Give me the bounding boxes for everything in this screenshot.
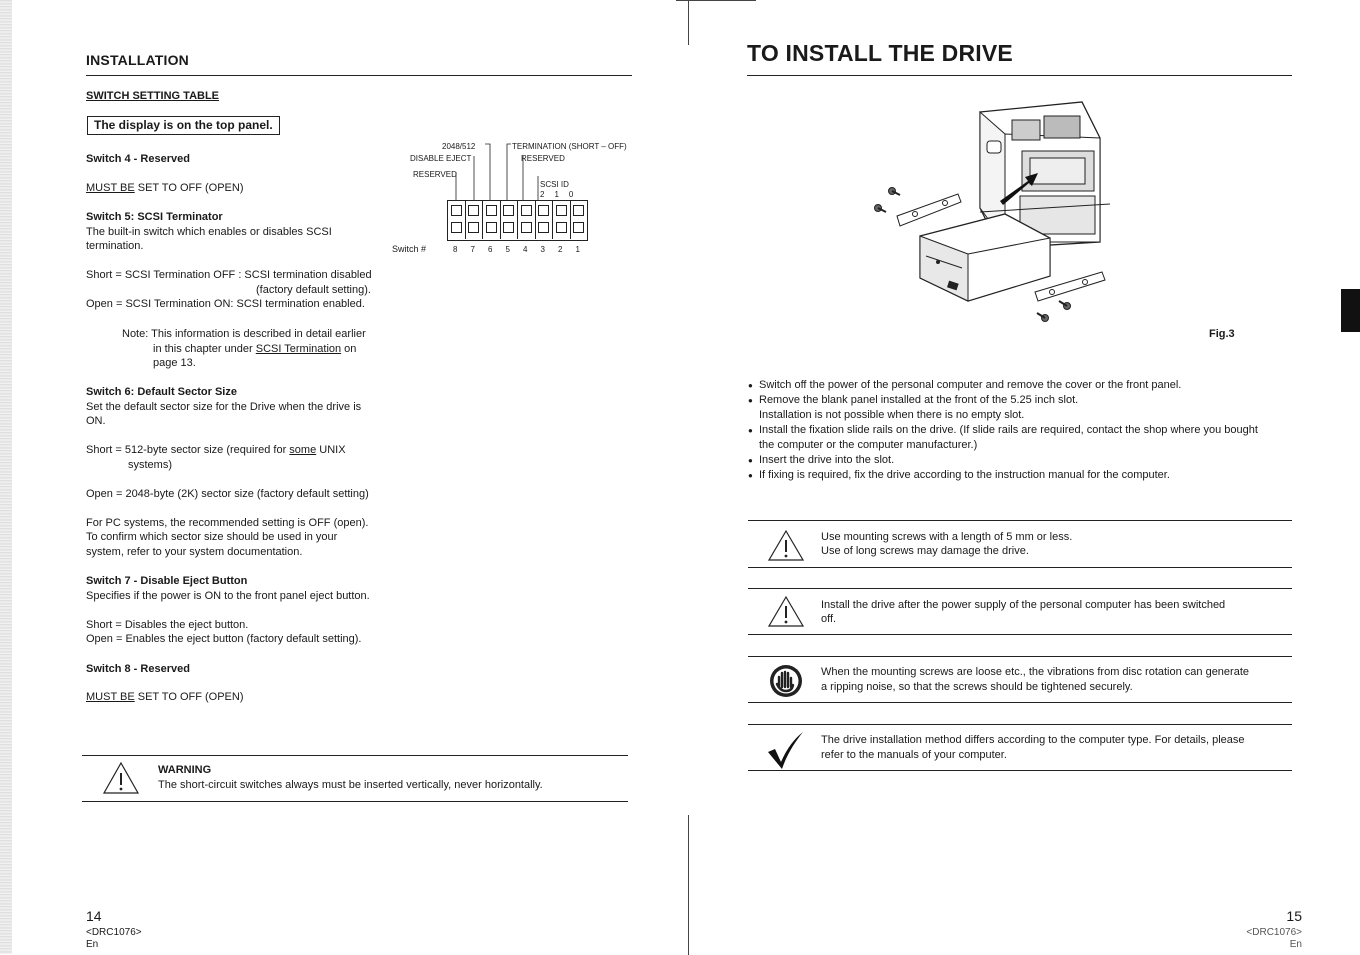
fold-mark-bottom [688, 815, 689, 955]
doc-code: <DRC1076> [86, 927, 142, 938]
note-tail: on [341, 343, 357, 355]
switch6-short-pre: Short = 512-byte sector size (required for [86, 444, 290, 456]
switch5-desc-2: termination. [86, 240, 144, 252]
step-item [748, 423, 1298, 453]
switch5-short-default: (factory default setting). [256, 284, 371, 296]
caution-triangle-icon [767, 529, 805, 562]
language-code: En [1289, 939, 1302, 950]
thumb-index-tab [1341, 289, 1360, 332]
step-text: Switch off the power of the personal computer and remove the cover or the front panel. [759, 379, 1182, 391]
notice-line: a ripping noise, so that the screws should be tightened securely. [821, 681, 1133, 693]
warning-top-rule [82, 755, 628, 756]
switch-number: 7 [470, 245, 475, 254]
dip-switch-cell [521, 222, 532, 233]
step-continuation: the computer or the computer manufacturer.) [759, 439, 978, 451]
dip-cells [447, 200, 587, 240]
id-digit: 2 [540, 190, 555, 199]
dip-switch-cell [451, 205, 462, 216]
switch-number: 4 [523, 245, 528, 254]
drive-installation-illustration [820, 96, 1150, 331]
switch-number: 5 [505, 245, 510, 254]
switch5-open: Open = SCSI Termination ON: SCSI termination enabled. [86, 298, 365, 310]
switch6-heading: Switch 6: Default Sector Size [86, 386, 237, 398]
dip-switch-cell [486, 222, 497, 233]
dip-switch-cell [538, 205, 549, 216]
notice-top-rule [748, 724, 1292, 725]
dip-divider [535, 200, 536, 239]
notice-line: Use mounting screws with a length of 5 mm or less. [821, 531, 1073, 543]
notice-line: refer to the manuals of your computer. [821, 749, 1007, 761]
switch8-setting [86, 690, 244, 705]
right-page [690, 0, 1360, 954]
switch-numbers [447, 242, 587, 254]
notice-top-rule [748, 656, 1292, 657]
dip-switch-cell [451, 222, 462, 233]
label-2048-512: 2048/512 [442, 142, 476, 151]
notice-check-method [748, 724, 1292, 772]
switch7-desc: Specifies if the power is ON to the front panel eject button. [86, 590, 370, 602]
switch5-note-page: page 13. [153, 357, 196, 369]
label-scsi-id: SCSI ID [540, 180, 569, 189]
notice-caution-screws [748, 520, 1292, 568]
doc-code: <DRC1076> [1246, 927, 1302, 938]
dip-divider [570, 200, 571, 239]
switch6-pc-2: To confirm which sector size should be used in your [86, 531, 338, 543]
switch6-some: some [289, 444, 317, 456]
dip-switch-cell [556, 205, 567, 216]
language-code: En [86, 939, 99, 950]
page-title: TO INSTALL THE DRIVE [747, 40, 1013, 66]
figure-label: Fig.3 [1209, 328, 1235, 340]
switch5-note-1: Note: This information is described in detail earlier [122, 328, 366, 340]
id-digit: 0 [568, 190, 584, 199]
switch4-rest: SET TO OFF (OPEN) [134, 182, 244, 194]
switch-number: 2 [558, 245, 563, 254]
dip-switch-cell [573, 205, 584, 216]
dip-divider [465, 200, 466, 239]
label-disable-eject: DISABLE EJECT [410, 154, 472, 163]
label-reserved-left: RESERVED [413, 170, 457, 179]
notice-line: Use of long screws may damage the drive. [821, 545, 1029, 557]
dip-divider [500, 200, 501, 239]
dip-divider [517, 200, 518, 239]
title-rule [747, 75, 1292, 76]
caution-triangle-icon [767, 595, 805, 628]
notice-line: The drive installation method differs according to the computer type. For details, please [821, 734, 1245, 746]
notice-bottom-rule [748, 567, 1292, 568]
dip-switch-cell [556, 222, 567, 233]
switch5-heading: Switch 5: SCSI Terminator [86, 211, 223, 223]
label-termination: TERMINATION (SHORT – OFF) [512, 142, 627, 151]
switch7-short: Short = Disables the eject button. [86, 619, 249, 631]
warning-triangle-icon [102, 761, 140, 795]
step-item [748, 453, 1298, 468]
switch5-desc-1: The built-in switch which enables or disables SCSI [86, 226, 332, 238]
switch5-note-2 [153, 342, 356, 357]
switch6-desc-1: Set the default sector size for the Drive when the drive is [86, 401, 362, 413]
switch6-pc-3: system, refer to your system documentation. [86, 546, 303, 558]
step-text: If fixing is required, fix the drive according to the instruction manual for the computer. [759, 469, 1170, 481]
switch8-heading: Switch 8 - Reserved [86, 663, 190, 675]
dip-switch-cell [503, 205, 514, 216]
dip-switch-cell [521, 205, 532, 216]
step-item [748, 378, 1298, 393]
dip-switch-diagram [390, 136, 640, 256]
checkmark-icon [765, 730, 805, 770]
switch6-short-cont: systems) [128, 459, 172, 471]
switch4-setting [86, 181, 244, 196]
switch6-open: Open = 2048-byte (2K) sector size (factory default setting) [86, 488, 369, 500]
switch-number: 1 [575, 245, 580, 254]
switch6-pc-1: For PC systems, the recommended setting is OFF (open). [86, 517, 369, 529]
scan-edge [0, 0, 12, 954]
step-text: Remove the blank panel installed at the front of the 5.25 inch slot. [759, 394, 1079, 406]
installation-steps [748, 378, 1298, 483]
page-number: 15 [1286, 908, 1302, 924]
warning-bottom-rule [82, 801, 628, 802]
dip-divider [552, 200, 553, 239]
notice-bottom-rule [748, 702, 1292, 703]
hand-stop-icon [768, 663, 804, 699]
subsection-title: SWITCH SETTING TABLE [86, 90, 220, 102]
switch7-heading: Switch 7 - Disable Eject Button [86, 575, 248, 587]
step-continuation: Installation is not possible when there is no empty slot. [759, 409, 1025, 421]
dip-switch-cell [468, 222, 479, 233]
notice-caution-power [748, 588, 1292, 636]
switch-number: 6 [488, 245, 493, 254]
section-title: INSTALLATION [86, 52, 189, 68]
switch8-rest: SET TO OFF (OPEN) [134, 691, 244, 703]
scsi-termination-reference: SCSI Termination [255, 343, 342, 355]
notice-line: When the mounting screws are loose etc., the vibrations from disc rotation can generate [821, 666, 1249, 678]
dip-switch-cell [573, 222, 584, 233]
note-text: in this chapter under [153, 343, 256, 355]
step-text: Install the fixation slide rails on the drive. (If slide rails are required, contact the shop where you bought [759, 424, 1258, 436]
switch6-short-post: UNIX [316, 444, 346, 456]
page-number: 14 [86, 908, 102, 924]
section-rule [86, 75, 632, 76]
switch7-open: Open = Enables the eject button (factory default setting). [86, 633, 362, 645]
switch6-short [86, 443, 346, 458]
switch-number-label: Switch # [392, 244, 427, 254]
switch5-short: Short = SCSI Termination OFF : SCSI termination disabled [86, 269, 372, 281]
must-be-text: MUST BE [86, 182, 135, 194]
notice-prohibit-loose-screws [748, 656, 1292, 704]
must-be-text: MUST BE [86, 691, 135, 703]
switch6-desc-2: ON. [86, 415, 106, 427]
notice-line: off. [821, 613, 837, 625]
switch-number: 3 [540, 245, 545, 254]
notice-bottom-rule [748, 634, 1292, 635]
fold-mark [688, 0, 689, 45]
display-location-label: The display is on the top panel. [87, 116, 280, 135]
dip-switch-cell [486, 205, 497, 216]
id-digit: 1 [554, 190, 569, 199]
label-reserved-right: RESERVED [521, 154, 565, 163]
warning-title: WARNING [158, 764, 212, 776]
dip-switch-cell [468, 205, 479, 216]
notice-line: Install the drive after the power supply of the personal computer has been switched [821, 599, 1226, 611]
switch-number: 8 [453, 245, 458, 254]
dip-switch-cell [503, 222, 514, 233]
step-text: Insert the drive into the slot. [759, 454, 895, 466]
step-item [748, 468, 1298, 483]
warning-text: The short-circuit switches always must be inserted vertically, never horizontally. [158, 779, 543, 791]
dip-switch-cell [538, 222, 549, 233]
step-item [748, 393, 1298, 423]
switch4-heading: Switch 4 - Reserved [86, 153, 190, 165]
notice-top-rule [748, 588, 1292, 589]
dip-divider [482, 200, 483, 239]
notice-bottom-rule [748, 770, 1292, 771]
notice-top-rule [748, 520, 1292, 521]
